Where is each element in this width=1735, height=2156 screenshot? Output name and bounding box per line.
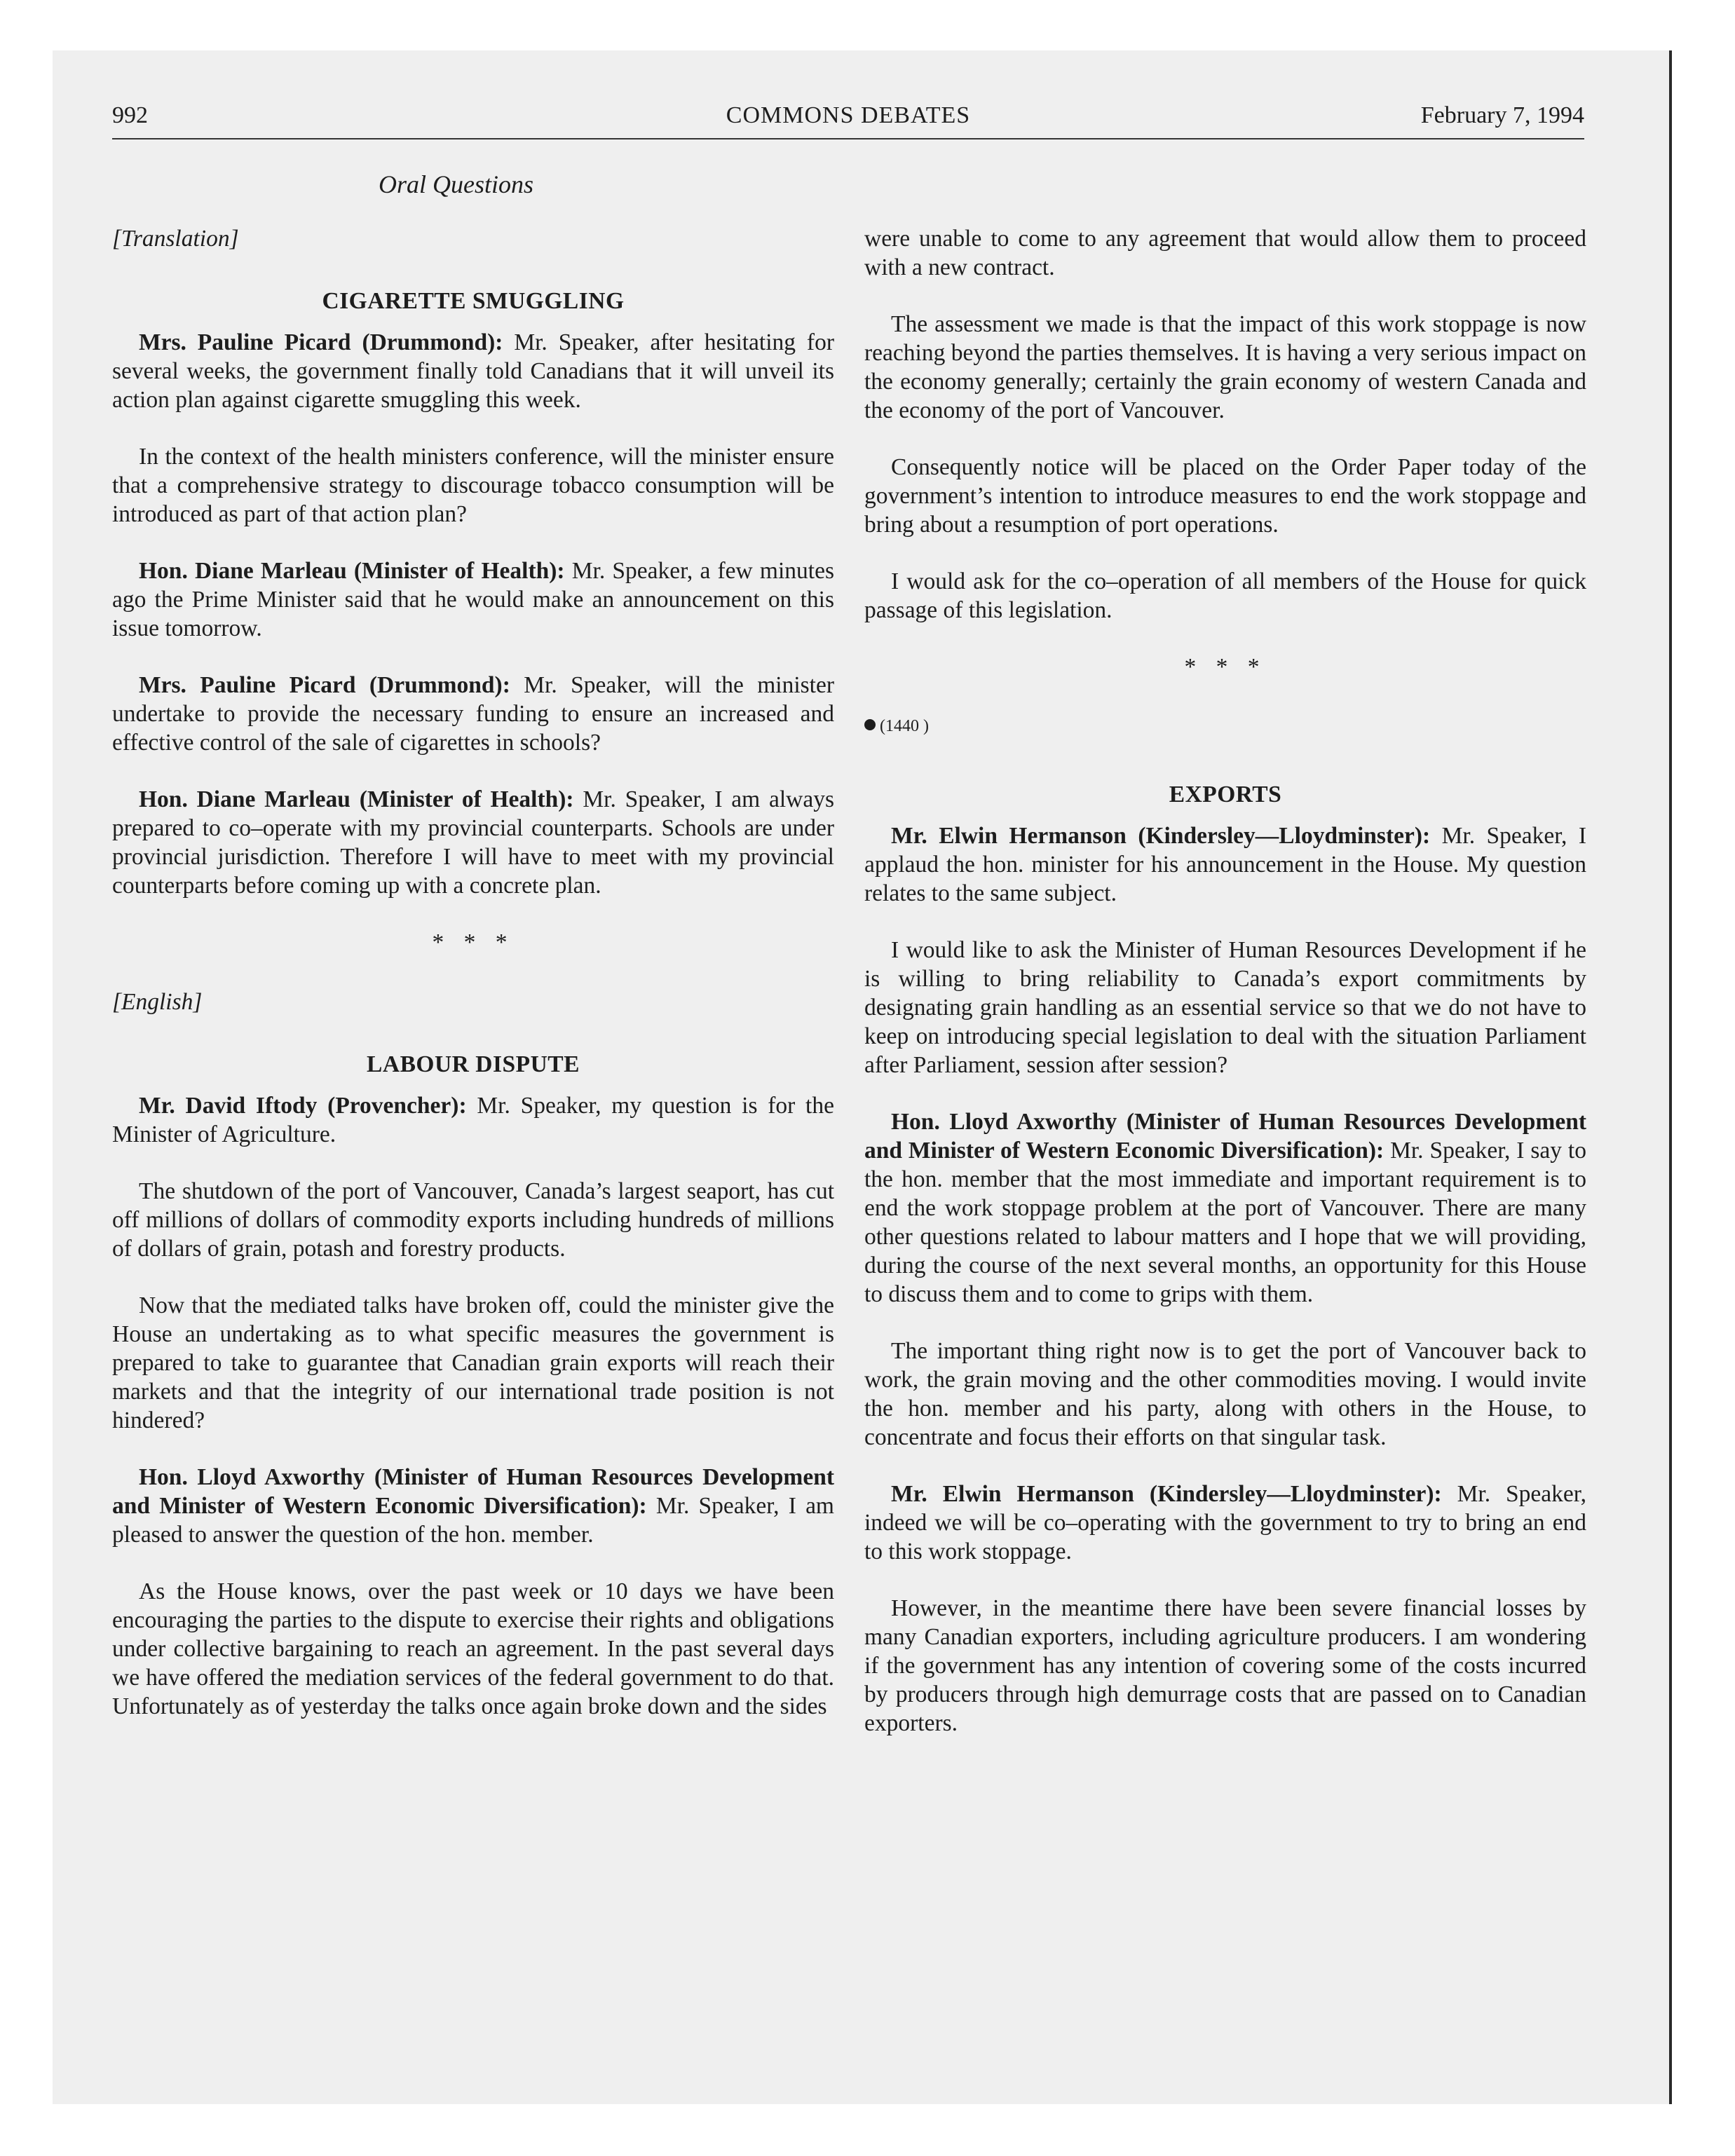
paragraph (112, 1463, 834, 1549)
speaker-name: Mr. Elwin Hermanson (Kindersley—Lloydminster): (891, 823, 1431, 849)
paragraph (864, 821, 1586, 908)
speaker-name: Hon. Lloyd Axworthy (Minister of Human Resources Development and Minister of Western Economic Diversification): (112, 1464, 834, 1519)
paragraph (112, 328, 834, 414)
paragraph-text: Mr. Speaker, I say to the hon. member that the most immediate and important requirement is to end the work stoppage problem at the port of Vancouver. There are many other questions related to labour matters and I hope that we will providing, during the course of the next several months, an opportunity for this House to discuss them and to come to grips with them. (864, 1138, 1586, 1307)
paragraph-text: Mr. Speaker, I am always prepared to co–operate with my provincial counterparts. Schools are under provincial jurisdiction. Therefore I will have to meet with my provincial counterparts before coming up with a concrete plan. (112, 786, 834, 899)
paragraph-text: Mr. Speaker, will the minister undertake to provide the necessary funding to ensure an increased and effective control of the sale of cigarettes in schools? (112, 672, 834, 756)
paragraph: Now that the mediated talks have broken off, could the minister give the House an undertaking as to what specific measures the government is prepared to take to guarantee that Canadian grain exports will reach their markets and that the integrity of our international trade position is not hindered? (112, 1292, 834, 1433)
paragraph: The important thing right now is to get the port of Vancouver back to work, the grain moving and the other commodities moving. I would invite the hon. member and his party, along with others in the House, to concentrate and focus their efforts on that singular task. (864, 1338, 1586, 1450)
paragraph: The assessment we made is that the impact of this work stoppage is now reaching beyond the parties themselves. It is having a very serious impact on the economy generally; certainly the grain economy of western Canada and the economy of the port of Vancouver. (864, 311, 1586, 423)
paragraph-text: Mr. Speaker, after hesitating for several weeks, the government finally told Canadians that it will unveil its action plan against cigarette smuggling this week. (112, 329, 834, 413)
speaker-name: Hon. Diane Marleau (Minister of Health): (139, 786, 574, 812)
paragraph (112, 671, 834, 757)
left-column (112, 224, 834, 1749)
paragraph-text: Mr. Speaker, a few minutes ago the Prime Minister said that he would make an announcement on this issue tomorrow. (112, 558, 834, 641)
paragraph: Consequently notice will be placed on the Order Paper today of the government’s intention to introduce measures to end the work stoppage and bring about a resumption of port operations. (864, 454, 1586, 538)
speaker-name: Mr. David Iftody (Provencher): (139, 1093, 467, 1119)
section-label: Oral Questions (379, 170, 534, 198)
section-separator: * * * (432, 929, 515, 955)
speaker-name: Hon. Lloyd Axworthy (Minister of Human Resources Development and Minister of Western Economic Diversification): (864, 1109, 1586, 1164)
speaker-name: Hon. Diane Marleau (Minister of Health): (139, 558, 565, 584)
paragraph (864, 1480, 1586, 1566)
paragraph (112, 785, 834, 900)
paragraph: I would ask for the co–operation of all members of the House for quick passage of this legislation. (864, 568, 1586, 623)
paragraph-continued: were unable to come to any agreement that would allow them to proceed with a new contract. (864, 226, 1586, 280)
speaker-name: Mrs. Pauline Picard (Drummond): (139, 329, 503, 355)
speaker-name: Mr. Elwin Hermanson (Kindersley—Lloydminster): (891, 1481, 1442, 1507)
page-edge-line (1669, 50, 1672, 2104)
publication-date: February 7, 1994 (1420, 102, 1584, 128)
time-stamp (864, 712, 1586, 741)
time-stamp-text: (1440 ) (880, 717, 929, 735)
paragraph (112, 1091, 834, 1149)
paragraph (864, 1107, 1586, 1309)
paragraph: I would like to ask the Minister of Human Resources Development if he is willing to bring reliability to Canada’s export commitments by designating grain handling as an essential service so that we do not have to keep on introducing special legislation to deal with the situation Parliament after Parliament, session after session? (864, 937, 1586, 1078)
bullet-icon (864, 719, 876, 730)
paragraph-text: Mr. Speaker, indeed we will be co–operating with the government to try to bring an end to this work stoppage. (864, 1481, 1586, 1564)
paragraph-text: Mr. Speaker, my question is for the Minister of Agriculture. (112, 1093, 834, 1147)
language-marker: [English] (112, 989, 203, 1015)
header-rule (112, 138, 1584, 139)
paragraph: However, in the meantime there have been severe financial losses by many Canadian exporters, including agriculture producers. I am wondering if the government has any intention of covering some of the costs incurred by producers through high demurrage costs that are passed on to Canadian exporters. (864, 1595, 1586, 1736)
section-separator: * * * (1184, 654, 1267, 680)
running-header (112, 98, 1584, 140)
paragraph: In the context of the health ministers conference, will the minister ensure that a comprehensive strategy to discourage tobacco consumption will be introduced as part of that action plan? (112, 444, 834, 527)
paragraph (112, 557, 834, 643)
section-heading: LABOUR DISPUTE (367, 1051, 580, 1077)
paragraph: As the House knows, over the past week or 10 days we have been encouraging the parties to the dispute to exercise their rights and obligations under collective bargaining to reach an agreement. In the past several days we have offered the mediation services of the federal government to do that. Unfortunately as of yesterday the talks once again broke down and the sides (112, 1578, 834, 1719)
speaker-name: Mrs. Pauline Picard (Drummond): (139, 672, 510, 698)
language-marker: [Translation] (112, 226, 239, 252)
paragraph: The shutdown of the port of Vancouver, Canada’s largest seaport, has cut off millions of dollars of commodity exports including hundreds of millions of dollars of grain, potash and forestry products. (112, 1178, 834, 1262)
paragraph-text: Mr. Speaker, I applaud the hon. minister for his announcement in the House. My question relates to the same subject. (864, 823, 1586, 906)
section-heading: CIGARETTE SMUGGLING (322, 288, 625, 314)
publication-title: COMMONS DEBATES (726, 102, 971, 128)
right-column (864, 224, 1586, 1766)
page-number: 992 (112, 102, 148, 128)
section-heading: EXPORTS (1169, 782, 1282, 807)
paragraph-text: Mr. Speaker, I am pleased to answer the question of the hon. member. (112, 1493, 834, 1548)
